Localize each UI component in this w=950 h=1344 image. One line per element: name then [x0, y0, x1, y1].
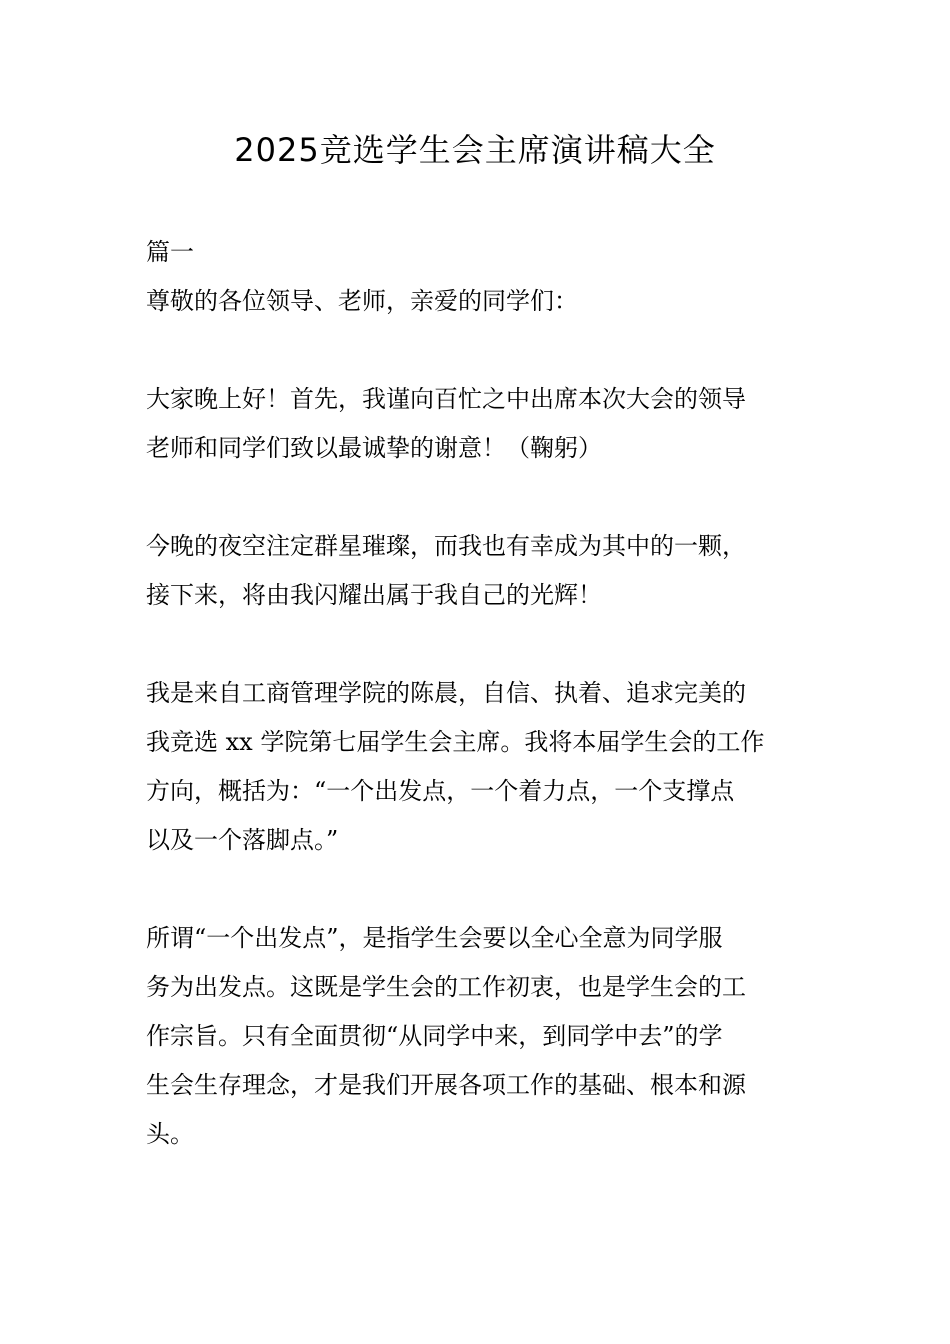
paragraph-line: 所谓“一个出发点”，是指学生会要以全心全意为同学服	[146, 924, 723, 952]
paragraph-line: 生会生存理念，才是我们开展各项工作的基础、根本和源	[146, 1071, 746, 1099]
section-label: 篇一	[146, 238, 194, 266]
paragraph-line: 接下来，将由我闪耀出属于我自己的光辉！	[146, 581, 602, 609]
paragraph-introduction	[146, 669, 806, 865]
paragraph-line: 今晚的夜空注定群星璀璨，而我也有幸成为其中的一颗，	[146, 532, 746, 560]
paragraph-gap	[146, 620, 806, 669]
paragraph-gap	[146, 326, 806, 375]
paragraph-line: 方向，概括为：“一个出发点，一个着力点，一个支撑点	[146, 777, 735, 805]
paragraph-greeting	[146, 375, 806, 473]
paragraph-line: 我是来自工商管理学院的陈晨，自信、执着、追求完美的	[146, 679, 746, 707]
paragraph-line: 以及一个落脚点。”	[146, 826, 339, 854]
document-title: 2025竞选学生会主席演讲稿大全	[234, 131, 716, 169]
paragraph-starting-point	[146, 914, 806, 1159]
paragraph-line: 我竞选 xx 学院第七届学生会主席。我将本届学生会的工作	[146, 728, 765, 756]
document-body	[146, 228, 806, 1159]
paragraph-line: 头。	[146, 1120, 194, 1148]
paragraph-night-sky	[146, 522, 806, 620]
paragraph-line: 务为出发点。这既是学生会的工作初衷，也是学生会的工	[146, 973, 746, 1001]
paragraph-line: 作宗旨。只有全面贯彻“从同学中来，到同学中去”的学	[146, 1022, 723, 1050]
paragraph-gap	[146, 865, 806, 914]
paragraph-gap	[146, 473, 806, 522]
salutation: 尊敬的各位领导、老师，亲爱的同学们：	[146, 287, 578, 315]
paragraph-line: 老师和同学们致以最诚挚的谢意！（鞠躬）	[146, 434, 602, 462]
paragraph-line: 大家晚上好！首先，我谨向百忙之中出席本次大会的领导	[146, 385, 746, 413]
